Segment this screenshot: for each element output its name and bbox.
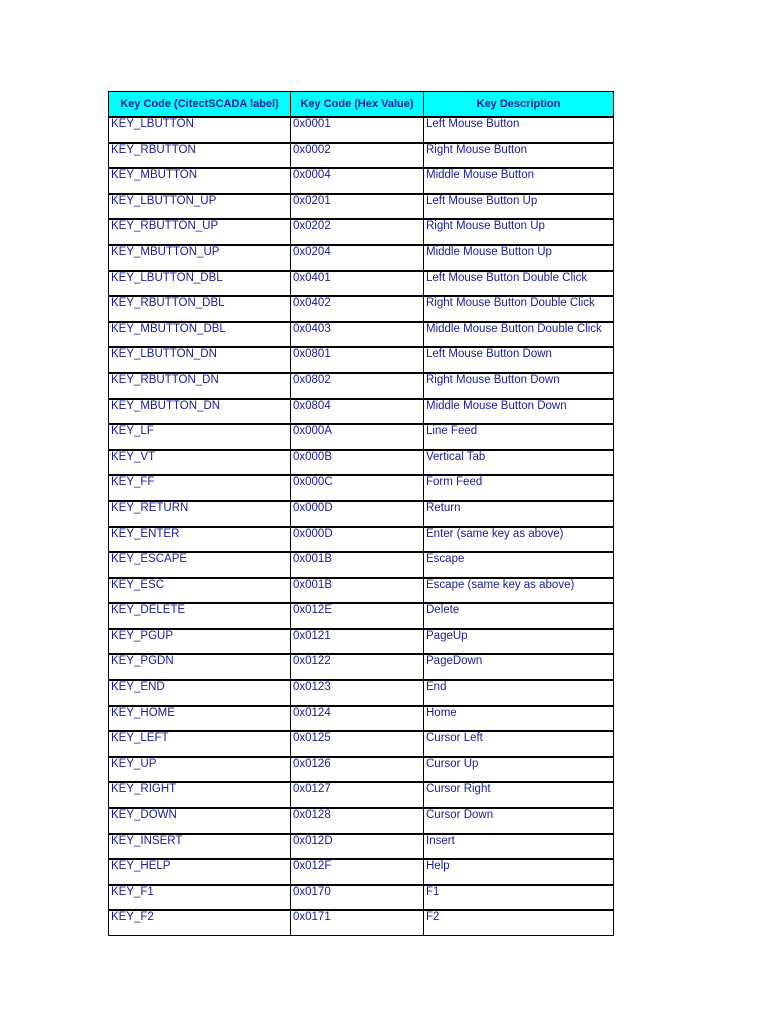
table-row (109, 910, 614, 935)
description-cell: End (424, 680, 614, 706)
description-cell: Middle Mouse Button (424, 168, 614, 194)
hex-value-cell: 0x0122 (291, 654, 424, 680)
hex-value-cell: 0x001B (291, 552, 424, 578)
table-row (109, 578, 614, 604)
key-label-cell: KEY_RBUTTON (109, 143, 291, 169)
key-label-cell: KEY_RIGHT (109, 782, 291, 808)
key-code-table (108, 91, 614, 936)
hex-value-cell: 0x0403 (291, 322, 424, 348)
key-label-cell: KEY_RBUTTON_DBL (109, 296, 291, 322)
description-cell: Cursor Down (424, 808, 614, 834)
table-row (109, 347, 614, 373)
hex-value-cell: 0x0121 (291, 629, 424, 655)
table-row (109, 603, 614, 629)
description-cell: Middle Mouse Button Up (424, 245, 614, 271)
description-cell: Left Mouse Button Up (424, 194, 614, 220)
table-row (109, 117, 614, 143)
description-cell: Vertical Tab (424, 450, 614, 476)
hex-value-cell: 0x000A (291, 424, 424, 450)
hex-value-cell: 0x0127 (291, 782, 424, 808)
table-row (109, 885, 614, 911)
hex-value-cell: 0x001B (291, 578, 424, 604)
key-label-cell: KEY_ENTER (109, 527, 291, 553)
description-cell: Form Feed (424, 475, 614, 501)
description-cell: Cursor Left (424, 731, 614, 757)
table-row (109, 782, 614, 808)
key-label-cell: KEY_MBUTTON_UP (109, 245, 291, 271)
hex-value-cell: 0x0801 (291, 347, 424, 373)
hex-value-cell: 0x000D (291, 527, 424, 553)
hex-value-cell: 0x0002 (291, 143, 424, 169)
key-label-cell: KEY_PGDN (109, 654, 291, 680)
hex-value-cell: 0x0001 (291, 117, 424, 143)
table-row (109, 757, 614, 783)
key-label-cell: KEY_DOWN (109, 808, 291, 834)
table-row (109, 143, 614, 169)
table-row (109, 808, 614, 834)
key-label-cell: KEY_FF (109, 475, 291, 501)
key-label-cell: KEY_LBUTTON_DBL (109, 271, 291, 297)
key-label-cell: KEY_LBUTTON_UP (109, 194, 291, 220)
hex-value-cell: 0x0004 (291, 168, 424, 194)
table-row (109, 245, 614, 271)
hex-value-cell: 0x0126 (291, 757, 424, 783)
key-label-cell: KEY_MBUTTON_DN (109, 399, 291, 425)
description-cell: Cursor Right (424, 782, 614, 808)
hex-value-cell: 0x012E (291, 603, 424, 629)
hex-value-cell: 0x0171 (291, 910, 424, 935)
table-row (109, 706, 614, 732)
table-row (109, 859, 614, 885)
hex-value-cell: 0x0124 (291, 706, 424, 732)
key-code-sheet (108, 91, 613, 936)
table-row (109, 296, 614, 322)
table-row (109, 501, 614, 527)
hex-value-cell: 0x0204 (291, 245, 424, 271)
table-row (109, 629, 614, 655)
description-cell: PageDown (424, 654, 614, 680)
key-label-cell: KEY_UP (109, 757, 291, 783)
description-cell: Left Mouse Button (424, 117, 614, 143)
description-cell: Escape (424, 552, 614, 578)
description-cell: Right Mouse Button Up (424, 219, 614, 245)
key-label-cell: KEY_F2 (109, 910, 291, 935)
key-label-cell: KEY_PGUP (109, 629, 291, 655)
key-label-cell: KEY_RBUTTON_UP (109, 219, 291, 245)
key-label-cell: KEY_F1 (109, 885, 291, 911)
key-label-cell: KEY_RBUTTON_DN (109, 373, 291, 399)
hex-value-cell: 0x0401 (291, 271, 424, 297)
header-row (109, 92, 614, 118)
header-key-code-hex: Key Code (Hex Value) (291, 92, 424, 118)
table-row (109, 399, 614, 425)
key-label-cell: KEY_RETURN (109, 501, 291, 527)
description-cell: Return (424, 501, 614, 527)
table-row (109, 424, 614, 450)
description-cell: Left Mouse Button Down (424, 347, 614, 373)
hex-value-cell: 0x0804 (291, 399, 424, 425)
table-row (109, 168, 614, 194)
description-cell: Enter (same key as above) (424, 527, 614, 553)
hex-value-cell: 0x012D (291, 834, 424, 860)
description-cell: Right Mouse Button Double Click (424, 296, 614, 322)
key-label-cell: KEY_LBUTTON_DN (109, 347, 291, 373)
key-label-cell: KEY_VT (109, 450, 291, 476)
hex-value-cell: 0x0170 (291, 885, 424, 911)
hex-value-cell: 0x000D (291, 501, 424, 527)
table-row (109, 527, 614, 553)
hex-value-cell: 0x000C (291, 475, 424, 501)
hex-value-cell: 0x0202 (291, 219, 424, 245)
table-row (109, 654, 614, 680)
key-label-cell: KEY_DELETE (109, 603, 291, 629)
description-cell: Middle Mouse Button Down (424, 399, 614, 425)
table-row (109, 450, 614, 476)
hex-value-cell: 0x0402 (291, 296, 424, 322)
hex-value-cell: 0x000B (291, 450, 424, 476)
header-key-description: Key Description (424, 92, 614, 118)
table-row (109, 731, 614, 757)
table-row (109, 219, 614, 245)
key-label-cell: KEY_HOME (109, 706, 291, 732)
table-row (109, 552, 614, 578)
table-row (109, 680, 614, 706)
hex-value-cell: 0x0201 (291, 194, 424, 220)
hex-value-cell: 0x0128 (291, 808, 424, 834)
table-row (109, 194, 614, 220)
key-label-cell: KEY_ESC (109, 578, 291, 604)
table-row (109, 834, 614, 860)
hex-value-cell: 0x0802 (291, 373, 424, 399)
key-label-cell: KEY_HELP (109, 859, 291, 885)
hex-value-cell: 0x0125 (291, 731, 424, 757)
description-cell: Delete (424, 603, 614, 629)
description-cell: Home (424, 706, 614, 732)
description-cell: Help (424, 859, 614, 885)
key-label-cell: KEY_ESCAPE (109, 552, 291, 578)
description-cell: Line Feed (424, 424, 614, 450)
table-row (109, 475, 614, 501)
header-key-code-label: Key Code (CitectSCADA label) (109, 92, 291, 118)
description-cell: PageUp (424, 629, 614, 655)
table-row (109, 271, 614, 297)
description-cell: Escape (same key as above) (424, 578, 614, 604)
description-cell: Insert (424, 834, 614, 860)
hex-value-cell: 0x012F (291, 859, 424, 885)
key-label-cell: KEY_END (109, 680, 291, 706)
description-cell: Right Mouse Button Down (424, 373, 614, 399)
description-cell: Left Mouse Button Double Click (424, 271, 614, 297)
key-label-cell: KEY_INSERT (109, 834, 291, 860)
key-label-cell: KEY_MBUTTON_DBL (109, 322, 291, 348)
key-label-cell: KEY_LEFT (109, 731, 291, 757)
description-cell: F2 (424, 910, 614, 935)
key-label-cell: KEY_MBUTTON (109, 168, 291, 194)
key-label-cell: KEY_LF (109, 424, 291, 450)
table-row (109, 322, 614, 348)
description-cell: Right Mouse Button (424, 143, 614, 169)
table-body (109, 117, 614, 936)
key-label-cell: KEY_LBUTTON (109, 117, 291, 143)
description-cell: F1 (424, 885, 614, 911)
table-row (109, 373, 614, 399)
description-cell: Cursor Up (424, 757, 614, 783)
hex-value-cell: 0x0123 (291, 680, 424, 706)
description-cell: Middle Mouse Button Double Click (424, 322, 614, 348)
